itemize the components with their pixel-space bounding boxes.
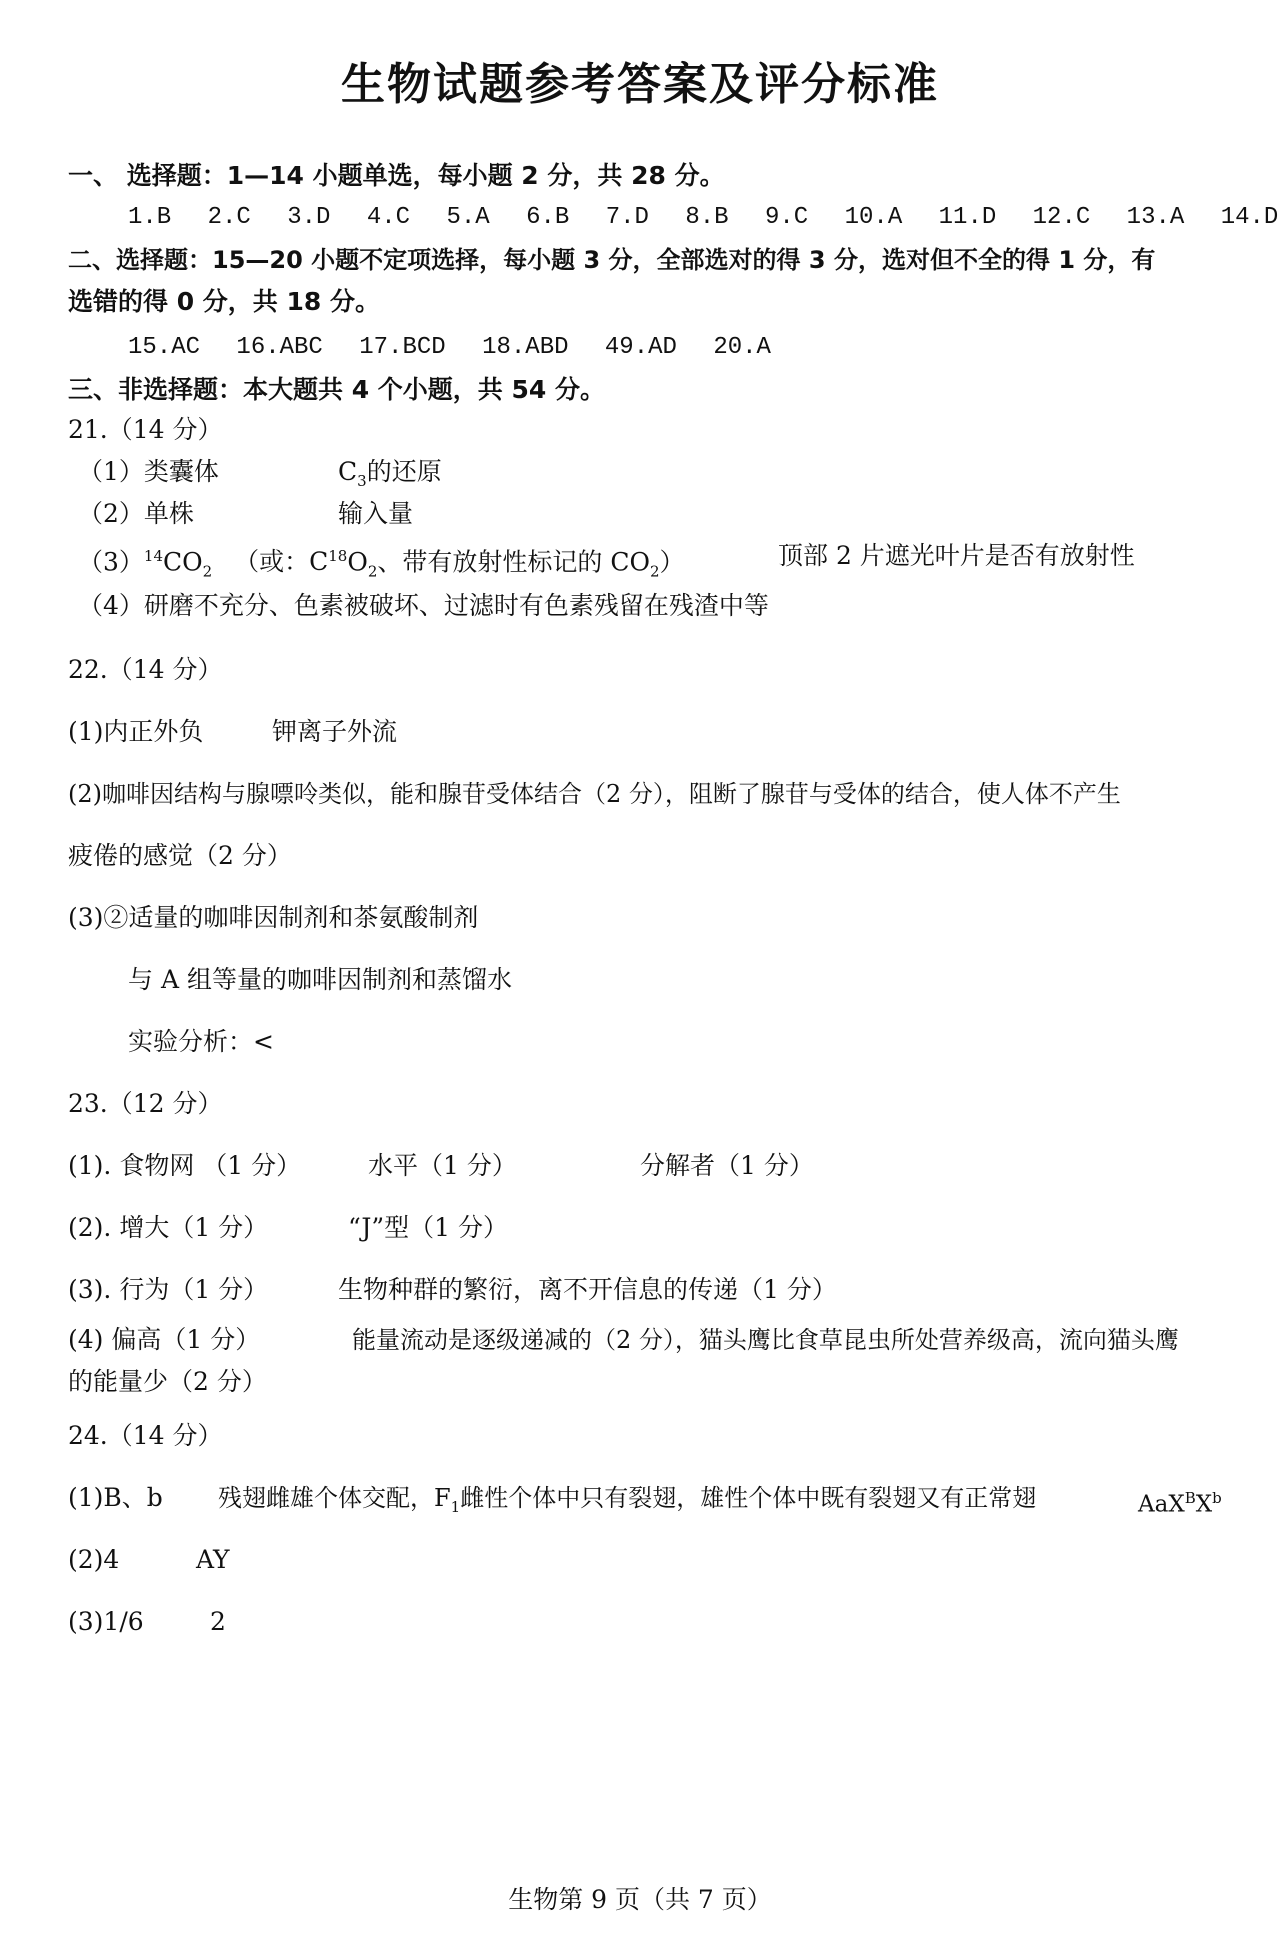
answer-19: 49.AD [604, 334, 677, 361]
section1-heading: 一、 选择题：1—14 小题单选，每小题 2 分，共 28 分。 [68, 161, 725, 190]
q21-p3-b-sup: 18 [328, 547, 348, 565]
q24-p3-answer-a: 2 [210, 1607, 226, 1636]
answer-9: 9.C [765, 204, 809, 231]
answer-20: 20.A [713, 334, 771, 361]
q21-p3-b-mid2: 、带有放射性标记的 CO [377, 547, 650, 577]
q21-p3-b-sub: 2 [367, 562, 378, 581]
q23-p4-answer-b: 能量流动是逐级递减的（2 分），猫头鹰比食草昆虫所处营养级高，流向猫头鹰 [352, 1326, 1179, 1354]
q21-p2-answer-a: 单株 [143, 499, 194, 528]
q21-p3-b-sub2: 2 [649, 562, 660, 581]
q21-part2 [78, 498, 194, 530]
section2-heading-line2: 选错的得 0 分，共 18 分。 [68, 287, 381, 316]
q22-part3-line2: 与 A 组等量的咖啡因制剂和蒸馏水 [128, 965, 512, 994]
answer-18: 18.ABD [482, 334, 569, 361]
q23-p4-label: (4) [68, 1325, 104, 1354]
q24-p1-b-sup1: B [1184, 1489, 1196, 1507]
q21-p3-b-post: ） [659, 547, 685, 577]
q23-p2-label: (2). [68, 1213, 112, 1242]
q23-part3 [68, 1274, 268, 1306]
answer-14: 14.D [1220, 204, 1279, 231]
q21-p3-a: CO [163, 547, 203, 577]
q21-p1-label: （1） [78, 457, 144, 486]
q23-p4-answer-a: 偏高（1 分） [111, 1325, 261, 1354]
q23-part1 [68, 1150, 301, 1182]
answer-7: 7.D [605, 204, 649, 231]
q23-p1-answer-a: 食物网 （1 分） [119, 1151, 302, 1180]
q24-p1-b-pre: AaX [1138, 1491, 1185, 1518]
q24-p2-answer-a: AY [196, 1545, 230, 1574]
answer-11: 11.D [938, 204, 997, 231]
q24-p1-answer-b [1138, 1482, 1222, 1521]
section2-heading-line1: 二、选择题：15—20 小题不定项选择，每小题 3 分，全部选对的得 3 分，选对但不全的得 1 分，有 [68, 246, 1156, 274]
q23-p1-answer-b: 水平（1 分） [368, 1151, 517, 1180]
q24-header: 24.（14 分） [68, 1421, 223, 1450]
q23-p2-answer-a: 增大（1 分） [119, 1213, 269, 1242]
q21-p1-b-sub: 3 [357, 472, 367, 490]
q21-p3-b-mid: O [347, 547, 368, 577]
q23-p2-answer-b: “J”型（1 分） [348, 1213, 509, 1242]
q22-part3-line1: (3)②适量的咖啡因制剂和茶氨酸制剂 [68, 903, 479, 932]
answer-15: 15.AC [128, 334, 201, 361]
q22-part2-line1: (2)咖啡因结构与腺嘌呤类似，能和腺苷受体结合（2 分），阻断了腺苷与受体的结合，使人体不产生 [68, 780, 1121, 808]
q23-header: 23.（12 分） [68, 1089, 223, 1118]
q21-p3-b-pre: （或：C [234, 547, 329, 577]
q24-p1-a-pre: 残翅雌雄个体交配，F [218, 1484, 451, 1512]
answer-1: 1.B [128, 204, 172, 231]
q21-p3-sub: 2 [202, 562, 213, 581]
q21-part3 [78, 540, 685, 587]
section2-answers [128, 332, 793, 364]
q21-p1-b-pre: C [338, 457, 358, 486]
answer-13: 13.A [1126, 204, 1185, 231]
answer-8: 8.B [685, 204, 729, 231]
q21-p1-answer-b [338, 456, 442, 497]
q23-part4 [68, 1324, 260, 1356]
q24-p1-a-post: 雌性个体中只有裂翅，雄性个体中既有裂翅又有正常翅 [460, 1484, 1037, 1512]
q24-p3-label: (3)1/6 [68, 1607, 144, 1636]
q21-p3-answer-c: 顶部 2 片遮光叶片是否有放射性 [778, 541, 1135, 570]
q21-p3-label: （3） [78, 547, 144, 577]
q21-part1 [78, 456, 219, 488]
q21-p1-answer-a: 类囊体 [143, 457, 219, 486]
answer-4: 4.C [366, 204, 411, 231]
q22-part3-line3: 实验分析：< [128, 1027, 274, 1056]
q23-p3-answer-a: 行为（1 分） [119, 1275, 269, 1304]
q21-p3-sup: 14 [143, 547, 163, 565]
q22-p1-answer-a: 内正外负 [103, 717, 204, 746]
q23-part2 [68, 1212, 268, 1244]
q24-p1-label: (1)B、b [68, 1483, 163, 1512]
q23-part4-line2: 的能量少（2 分） [68, 1367, 267, 1396]
q23-p1-answer-c: 分解者（1 分） [640, 1151, 814, 1180]
q24-p2-label: (2)4 [68, 1545, 120, 1574]
q24-p1-a-sub: 1 [450, 1497, 461, 1516]
q21-p2-answer-b: 输入量 [338, 499, 414, 528]
q24-p1-answer-a [218, 1482, 1036, 1523]
q21-part4: （4）研磨不充分、色素被破坏、过滤时有色素残留在残渣中等 [78, 591, 769, 620]
answer-2: 2.C [207, 204, 251, 231]
answer-17: 17.BCD [359, 334, 446, 361]
q24-p1-b-sup2: b [1212, 1489, 1222, 1507]
q23-p3-label: (3). [68, 1275, 112, 1304]
q22-p1-label: (1) [68, 717, 104, 746]
q21-p1-b-post: 的还原 [366, 457, 442, 486]
answer-6: 6.B [526, 204, 570, 231]
section3-heading: 三、非选择题：本大题共 4 个小题，共 54 分。 [68, 375, 606, 404]
page-footer: 生物第 9 页（共 7 页） [508, 1885, 772, 1914]
answer-3: 3.D [287, 204, 331, 231]
q22-part2-line2: 疲倦的感觉（2 分） [68, 841, 292, 870]
answer-12: 12.C [1032, 204, 1091, 231]
answer-5: 5.A [446, 204, 490, 231]
page-title: 生物试题参考答案及评分标准 [341, 59, 939, 110]
answer-16: 16.ABC [236, 334, 323, 361]
answer-10: 10.A [844, 204, 903, 231]
q21-p2-label: （2） [78, 499, 144, 528]
section1-answers [128, 202, 1280, 234]
q21-header: 21.（14 分） [68, 415, 223, 444]
q22-part1 [68, 716, 203, 748]
q23-p3-answer-b: 生物种群的繁衍，离不开信息的传递（1 分） [338, 1275, 837, 1304]
q22-header: 22.（14 分） [68, 655, 223, 684]
q23-p1-label: (1). [68, 1151, 112, 1180]
q24-p1-b-mid: X [1195, 1491, 1213, 1518]
q22-p1-answer-b: 钾离子外流 [272, 717, 398, 746]
